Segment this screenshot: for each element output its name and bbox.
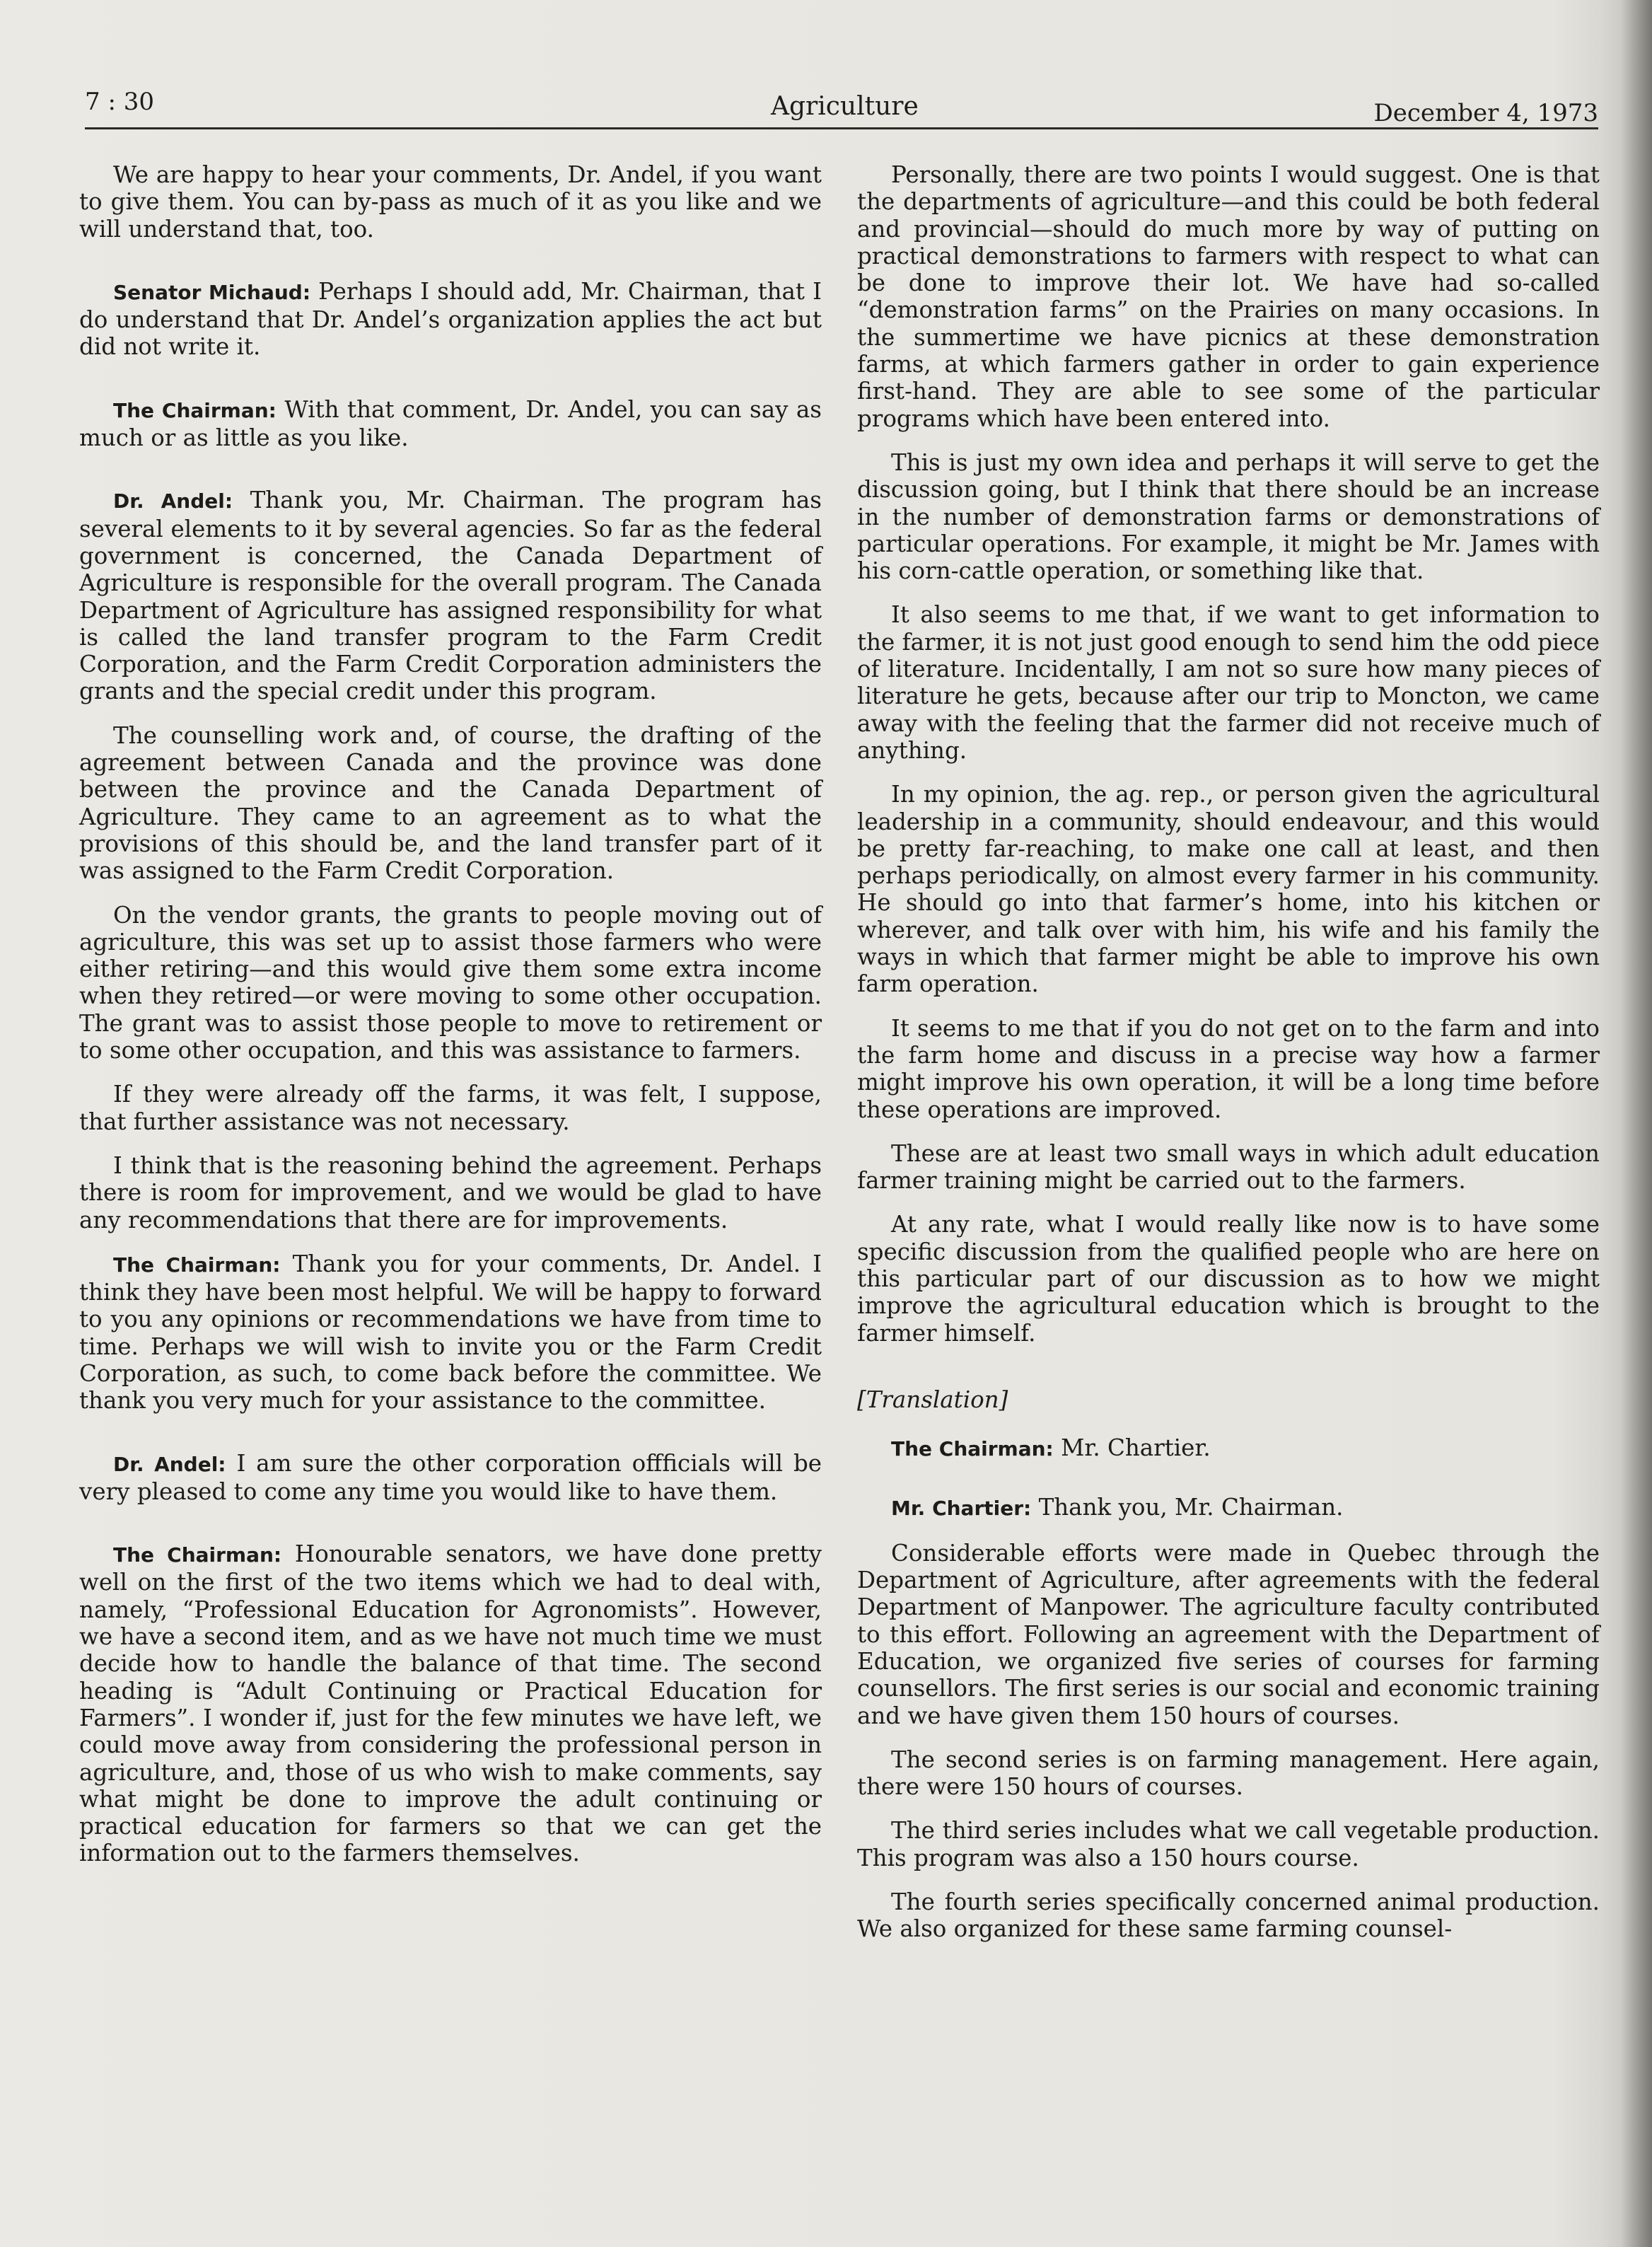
speaker-label: The Chairman: xyxy=(113,1543,282,1567)
paragraph: The Chairman: Honourable senators, we have done pretty well on the first of the two items which we had to deal with, namely, “Professional Education for Agronomists”. However, we have a second item, and as we have not much time we must decide how to handle the balance of that time. The second heading is “Adult Continuing or Practical Education for Farmers”. I wonder if, just for the few minutes we have left, we could move away from considering the professional person in agriculture, and, those of us who wish to make comments, say what might be done to improve the adult continuing or practical education for farmers so that we can get the information out to the farmers themselves. xyxy=(79,1540,822,1867)
header-date: December 4, 1973 xyxy=(1373,99,1598,127)
paragraph: Senator Michaud: Perhaps I should add, Mr. Chairman, that I do understand that Dr. Andel’s organization applies the act but did not write it. xyxy=(79,277,822,361)
paragraph: On the vendor grants, the grants to people moving out of agriculture, this was set up to assist those farmers who were either retiring—and this would give them some extra income when they retired—or were moving to some other occupation. The grant was to assist those people to move to retirement or to some other occupation, and this was assistance to farmers. xyxy=(79,901,822,1064)
page-edge-shadow xyxy=(1621,0,1652,2247)
speaker-label: The Chairman: xyxy=(113,1253,281,1277)
speaker-label: Mr. Chartier: xyxy=(891,1497,1032,1521)
paragraph: Dr. Andel: Thank you, Mr. Chairman. The program has several elements to it by several agencies. So far as the federal government is concerned, the Canada Department of Agriculture is responsible for the overall program. The Canada Department of Agriculture has assigned responsibility for what is called the land transfer program to the Farm Credit Corporation, and the Farm Credit Corporation administers the grants and the special credit under this program. xyxy=(79,487,822,705)
header-title: Agriculture xyxy=(771,92,919,121)
paragraph: These are at least two small ways in which adult education farmer training might be carried out to the farmers. xyxy=(857,1139,1600,1195)
page-number: 7 : 30 xyxy=(85,88,154,116)
speaker-label: The Chairman: xyxy=(891,1437,1054,1461)
running-header xyxy=(85,85,1598,129)
paragraph: This is just my own idea and perhaps it will serve to get the discussion going, but I think that there should be an increase in the number of demonstration farms or demonstrations of particular operations. For example, it might be Mr. James with his corn-cattle operation, or something like that. xyxy=(857,448,1600,585)
paragraph: We are happy to hear your comments, Dr. Andel, if you want to give them. You can by-pass as much of it as you like and we will understand that, too. xyxy=(79,161,822,243)
speaker-label: The Chairman: xyxy=(113,398,277,422)
paragraph: The Chairman: With that comment, Dr. Andel, you can say as much or as little as you like. xyxy=(79,395,822,452)
paragraph: The Chairman: Thank you for your comments, Dr. Andel. I think they have been most helpful. We will be happy to forward to you any opinions or recommendations we have from time to time. Perhaps we will wish to invite you or the Farm Credit Corporation, as such, to come back before the committee. We thank you very much for your assistance to the committee. xyxy=(79,1250,822,1415)
right-column xyxy=(857,161,1600,1960)
paragraph: The Chairman: Mr. Chartier. xyxy=(891,1434,1211,1462)
left-column xyxy=(79,161,822,1884)
speaker-label: Dr. Andel: xyxy=(113,1452,226,1476)
paragraph: Mr. Chartier: Thank you, Mr. Chairman. xyxy=(891,1494,1344,1521)
paragraph: The third series includes what we call vegetable production. This program was also a 150 hours course. xyxy=(857,1817,1600,1871)
paragraph: In my opinion, the ag. rep., or person given the agricultural leadership in a community, should endeavour, and this would be pretty far-reaching, to make one call at least, and then perhaps periodically, on almost every farmer in his community. He should go into that farmer’s home, into his kitchen or wherever, and talk over with him, his wife and his family the ways in which that farmer might be able to improve his own farm operation. xyxy=(857,781,1600,998)
paragraph: It also seems to me that, if we want to get information to the farmer, it is not just good enough to send him the odd piece of literature. Incidentally, I am not so sure how many pieces of literature he gets, because after our trip to Moncton, we came away with the feeling that the farmer did not receive much of anything. xyxy=(857,601,1600,764)
paragraph: Personally, there are two points I would suggest. One is that the departments of agriculture—and this could be both federal and provincial—should do much more by way of putting on practical demonstrations to farmers with respect to what can be done to improve their lot. We have had so-called “demonstration farms” on the Prairies on many occasions. In the summertime we have picnics at these demonstration farms, at which farmers gather in order to gain experience first-hand. They are able to see some of the particular programs which have been entered into. xyxy=(857,161,1600,432)
speaker-label: Senator Michaud: xyxy=(113,280,311,304)
paragraph: Dr. Andel: I am sure the other corporation offficials will be very pleased to come any time you would like to have them. xyxy=(79,1449,822,1505)
paragraph: The counselling work and, of course, the drafting of the agreement between Canada and the province was done between the province and the Canada Department of Agriculture. They came to an agreement as to what the provisions of this should be, and the land transfer part of it was assigned to the Farm Credit Corporation. xyxy=(79,721,822,885)
paragraph: At any rate, what I would really like now is to have some specific discussion from the qualified people who are here on this particular part of our discussion as to how we might improve the agricultural education which is brought to the farmer himself. xyxy=(857,1211,1600,1347)
paragraph: If they were already off the farms, it was felt, I suppose, that further assistance was not necessary. xyxy=(79,1081,822,1135)
paragraph: Considerable efforts were made in Quebec through the Department of Agriculture, after agreements with the federal Department of Manpower. The agriculture faculty contributed to this effort. Following an agreement with the Department of Education, we organized five series of courses for farming counsellors. The first series is our social and economic training and we have given them 150 hours of courses. xyxy=(857,1539,1600,1729)
speaker-label: Dr. Andel: xyxy=(113,489,233,513)
translation-marker: [Translation] xyxy=(857,1386,1008,1413)
paragraph: It seems to me that if you do not get on to the farm and into the farm home and discuss in a precise way how a farmer might improve his own operation, it will be a long time before these operations are improved. xyxy=(857,1014,1600,1123)
paragraph: The second series is on farming management. Here again, there were 150 hours of courses. xyxy=(857,1746,1600,1801)
paragraph: I think that is the reasoning behind the agreement. Perhaps there is room for improvement, and we would be glad to have any recommendations that there are for improvements. xyxy=(79,1151,822,1233)
paragraph: The fourth series specifically concerned animal production. We also organized for these same farming counsel- xyxy=(857,1888,1600,1943)
